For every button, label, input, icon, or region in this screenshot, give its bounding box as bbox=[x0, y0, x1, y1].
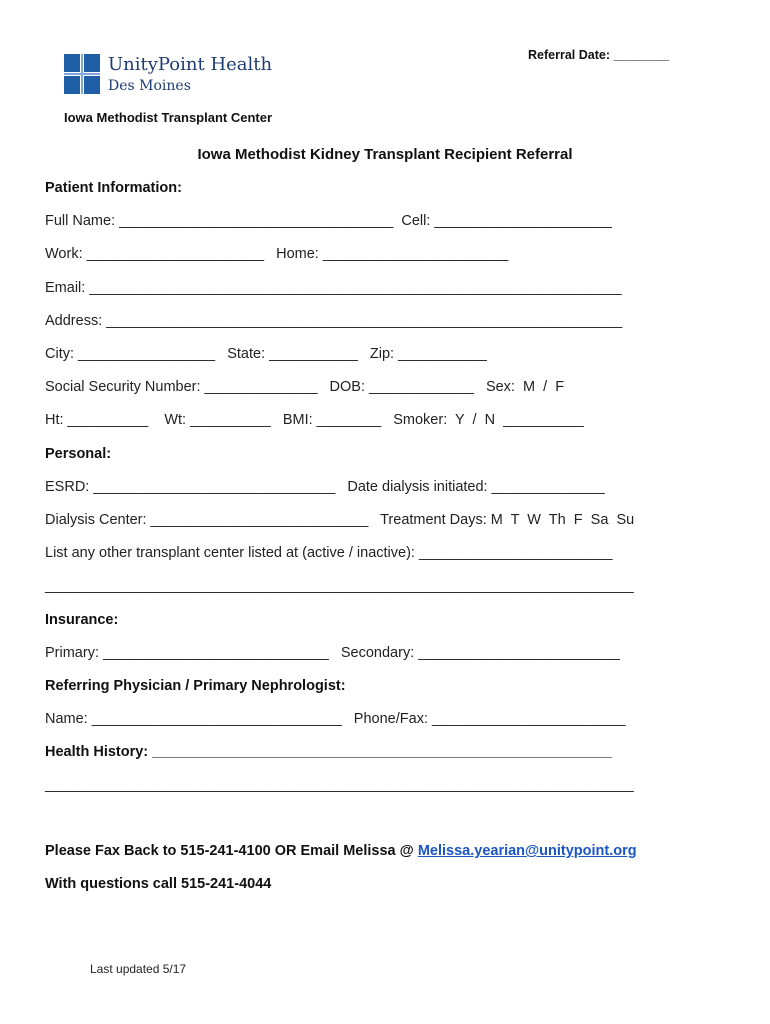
insurance-fields[interactable]: Primary: ____________________________ Secondary: _________________________ bbox=[45, 645, 620, 661]
email-field[interactable]: Email: __________________________________________________________________ bbox=[45, 280, 622, 296]
health-history-continued[interactable]: _________________________________________________________________________ bbox=[45, 777, 634, 793]
work-home-fields[interactable]: Work: ______________________ Home: _______________________ bbox=[45, 246, 509, 262]
unitypoint-logo-icon bbox=[64, 54, 100, 94]
brand-name: UnityPoint Health bbox=[108, 54, 273, 75]
full-name-cell-fields[interactable]: Full Name: __________________________________ Cell: ______________________ bbox=[45, 213, 612, 229]
esrd-dialysis-date-fields[interactable]: ESRD: ______________________________ Date dialysis initiated: ______________ bbox=[45, 479, 605, 495]
section-patient-information: Patient Information: bbox=[45, 180, 182, 196]
section-insurance: Insurance: bbox=[45, 612, 119, 628]
email-link[interactable]: Melissa.yearian@unitypoint.org bbox=[417, 843, 637, 859]
other-transplant-center-continued[interactable]: _________________________________________________________________________ bbox=[45, 578, 634, 594]
brand-location: Des Moines bbox=[108, 78, 191, 94]
physician-name-phone-fields[interactable]: Name: _______________________________ Phone/Fax: ________________________ bbox=[45, 711, 626, 727]
referral-date-field[interactable]: Referral Date: ________ bbox=[528, 48, 670, 62]
fax-text: Please Fax Back to 515-241-4100 OR Email Melissa @ bbox=[45, 843, 418, 859]
address-field[interactable]: Address: ________________________________________________________________ bbox=[45, 313, 623, 329]
health-history-field[interactable]: Health History: _________________________________________________________ bbox=[45, 744, 612, 760]
other-transplant-center-field[interactable]: List any other transplant center listed at (active / inactive): ________________________ bbox=[45, 545, 613, 561]
fax-instructions bbox=[45, 843, 685, 859]
last-updated: Last updated 5/17 bbox=[90, 962, 187, 976]
questions-phone: With questions call 515-241-4044 bbox=[45, 876, 272, 892]
section-referring-physician: Referring Physician / Primary Nephrologist: bbox=[45, 678, 346, 694]
dialysis-center-treatment-days-fields[interactable]: Dialysis Center: ___________________________ Treatment Days: M T W Th F Sa Su bbox=[45, 512, 635, 528]
form-title: Iowa Methodist Kidney Transplant Recipient Referral bbox=[197, 146, 573, 163]
section-personal: Personal: bbox=[45, 446, 112, 462]
height-weight-bmi-smoker-fields[interactable]: Ht: __________ Wt: __________ BMI: ________ Smoker: Y / N __________ bbox=[45, 412, 584, 428]
city-state-zip-fields[interactable]: City: _________________ State: ___________ Zip: ___________ bbox=[45, 346, 487, 362]
ssn-dob-sex-fields[interactable]: Social Security Number: ______________ DOB: _____________ Sex: M / F bbox=[45, 379, 565, 395]
center-name: Iowa Methodist Transplant Center bbox=[64, 110, 273, 125]
